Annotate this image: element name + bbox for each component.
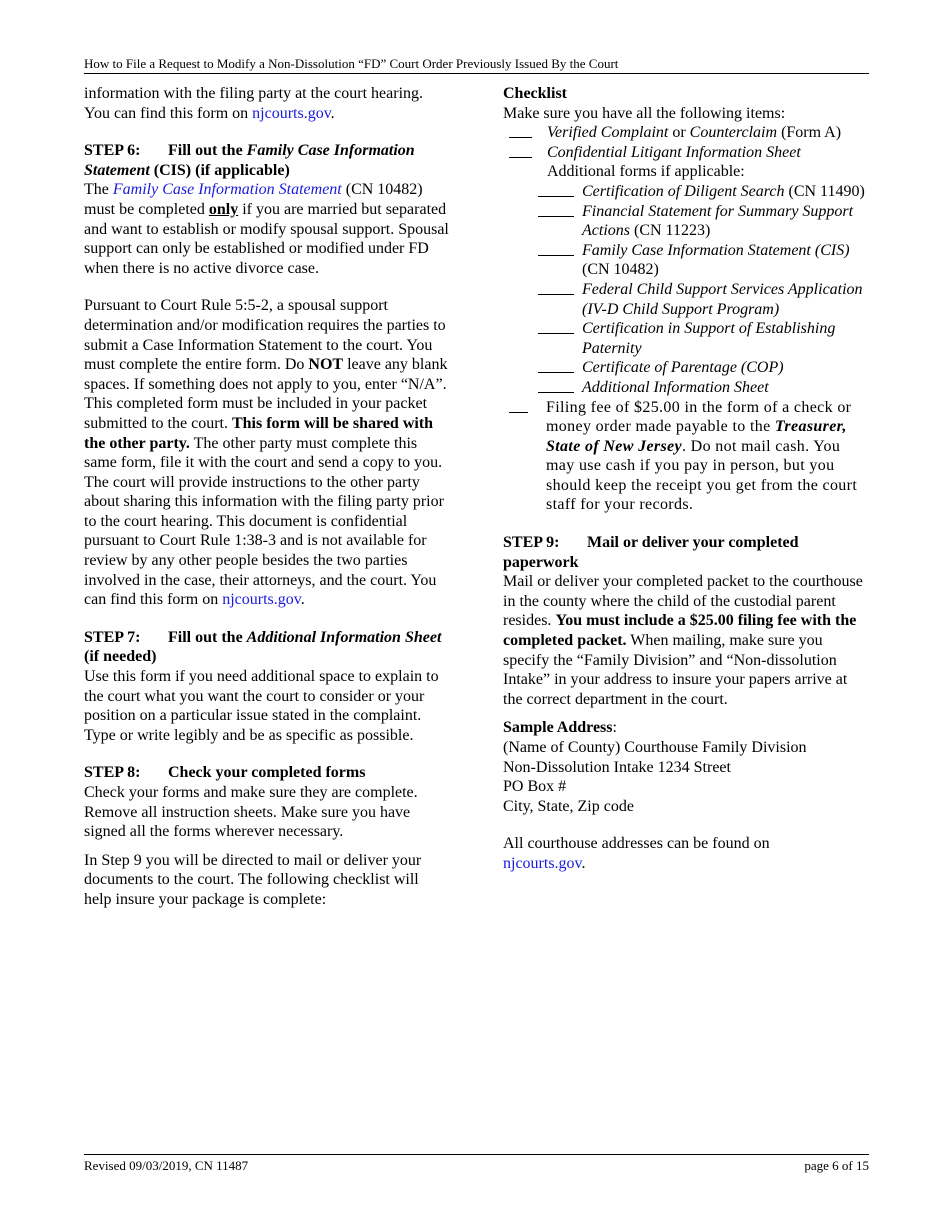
check-blank[interactable]	[538, 378, 574, 393]
checklist-subitem-paternity: Certification in Support of Establishing Paternity	[503, 319, 869, 358]
checklist-subitem-federal-child-support: Federal Child Support Services Application (IV-D Child Support Program)	[503, 280, 869, 319]
checklist-item-filing-fee: Filing fee of $25.00 in the form of a check or money order made payable to the Treasurer, State of New Jersey. Do not mail cash. You may use cash if you pay in person, but you should keep the receipt you get from the court staff for your records.	[503, 398, 869, 516]
step6-heading: STEP 6: Fill out the Family Case Information Statement (CIS) (if applicable)	[84, 142, 415, 179]
step9-paragraph: Mail or deliver your completed packet to the courthouse in the county where the child of the custodial parent resides. You must include a $25.00 filing fee with the completed packet. When mailing, make sure you specify the “Family Division” and “Non-dissolution Intake” in your address to insure your papers arrive at the correct department in the court.	[503, 573, 863, 708]
check-blank[interactable]	[509, 398, 528, 413]
step6-paragraph-2: Pursuant to Court Rule 5:5-2, a spousal support determination and/or modification requires the parties to submit a Case Information Statement to the court. You must complete the entire form. Do NOT leave any blank spaces. If something does not apply to you, enter “N/A”. This completed form must be included in your packet submitted to the court. This form will be shared with the other party. The other party must complete this same form, file it with the court and send a copy to you. The court will provide instructions to the other party about sharing this information with the filing party prior to the court hearing. This document is confidential pursuant to Court Rule 1:38-3 and is not available for review by any other people besides the two parties involved in the case, their attorneys, and the court. You can find this form on njcourts.gov.	[84, 297, 448, 609]
check-blank[interactable]	[538, 241, 574, 256]
checklist-intro: Make sure you have all the following items:	[503, 104, 786, 122]
family-case-info-link[interactable]: Family Case Information Statement	[112, 181, 342, 199]
check-blank[interactable]	[538, 319, 574, 334]
njcourts-link[interactable]: njcourts.gov	[222, 591, 301, 609]
njcourts-link[interactable]: njcourts.gov	[503, 854, 582, 872]
step7-heading: STEP 7: Fill out the Additional Information Sheet (if needed)	[84, 628, 442, 666]
check-blank[interactable]	[509, 143, 532, 158]
intro-paragraph: information with the filing party at the court hearing. You can find this form on njcourts.gov.	[84, 85, 424, 122]
step6-paragraph-1: The Family Case Information Statement (CN 10482) must be completed only if you are married but separated and want to establish or modify spousal support. Spousal support can only be established or modified under FD when there is no active divorce case.	[84, 181, 449, 277]
step9-heading: STEP 9: Mail or deliver your completed paperwork	[503, 534, 799, 571]
njcourts-link[interactable]: njcourts.gov	[252, 104, 331, 122]
revision-note: Revised 09/03/2019, CN 11487	[84, 1158, 249, 1173]
checklist-subitem-financial-statement: Financial Statement for Summary Support Actions (CN 11223)	[503, 202, 869, 241]
check-blank[interactable]	[509, 123, 532, 138]
checklist-item-complaint: Verified Complaint or Counterclaim (Form A)	[503, 123, 869, 143]
check-blank[interactable]	[538, 202, 574, 217]
checklist-subitem-additional-info: Additional Information Sheet	[503, 378, 869, 398]
checklist-title: Checklist	[503, 85, 567, 102]
step8-paragraph-1: Check your forms and make sure they are complete. Remove all instruction sheets. Make sure you have signed all the forms wherever necessary.	[84, 784, 418, 841]
running-header-title: How to File a Request to Modify a Non-Dissolution “FD” Court Order Previously Issued By the Court	[84, 56, 619, 71]
checklist-subitem-cop: Certificate of Parentage (COP)	[503, 358, 869, 378]
sample-address-label: Sample Address:	[503, 719, 617, 737]
left-column	[84, 84, 449, 910]
address-closing: All courthouse addresses can be found on njcourts.gov.	[503, 835, 770, 872]
step8-paragraph-2: In Step 9 you will be directed to mail or deliver your documents to the court. The following checklist will help insure your package is complete:	[84, 851, 422, 908]
check-blank[interactable]	[538, 182, 574, 197]
page-number: page 6 of 15	[804, 1158, 869, 1173]
checklist-additional-label: Additional forms if applicable:	[547, 163, 745, 181]
check-blank[interactable]	[538, 358, 574, 373]
right-column	[503, 84, 869, 874]
step8-heading: STEP 8: Check your completed forms	[84, 764, 366, 782]
checklist-subitem-diligent-search: Certification of Diligent Search (CN 11490)	[503, 182, 869, 202]
page-footer	[84, 1154, 869, 1174]
sample-address: (Name of County) Courthouse Family Division Non-Dissolution Intake 1234 Street PO Box # City, State, Zip code	[503, 739, 807, 815]
running-header	[84, 56, 869, 74]
checklist-item-confidential-sheet: Confidential Litigant Information Sheet	[503, 143, 869, 163]
checklist-subitem-cis: Family Case Information Statement (CIS) (CN 10482)	[503, 241, 869, 280]
check-blank[interactable]	[538, 280, 574, 295]
step7-paragraph: Use this form if you need additional space to explain to the court what you want the court to consider or your position on a particular issue stated in the complaint. Type or write legibly and be as specific as possible.	[84, 668, 439, 744]
